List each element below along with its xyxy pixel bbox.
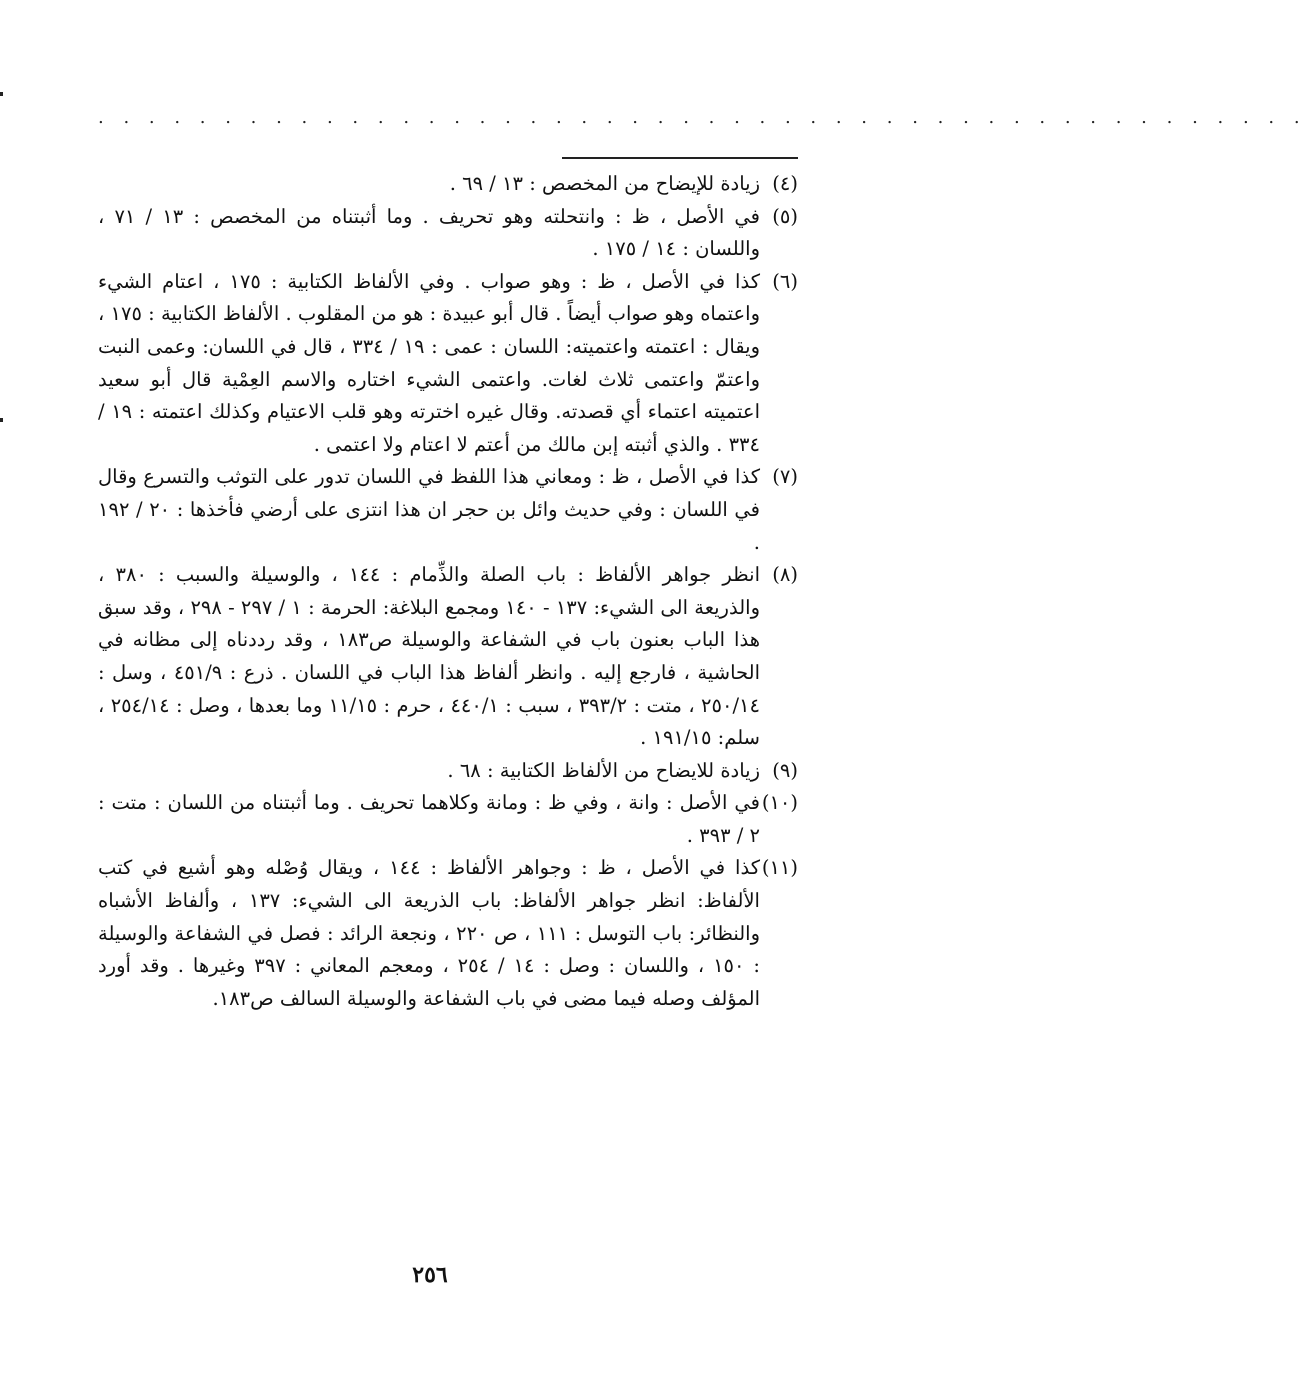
page-number: ٢٥٦: [412, 1262, 448, 1288]
footnote-9: [98, 755, 798, 788]
footnote-11: [98, 852, 798, 1015]
footnote-text: كذا في الأصل ، ظ : وهو صواب . وفي الألفاظ الكتابية : ١٧٥ ، اعتام الشيء واعتماه وهو صواب أيضاً . قال أبو عبيدة : هو من المقلوب . الألفاظ الكتابية : ١٧٥ ، ويقال : اعتمته واعتميته: اللسان : عمى : ١٩ / ٣٣٤ ، قال في اللسان: وعمى النبت واعتمّ واعتمى ثلاث لغات. واعتمى الشيء اختاره والاسم العِمْية قال أبو سعيد اعتميته اعتماء أي قصدته. وقال غيره اخترته وهو قلب الاعتيام وكذلك اعتمته : ١٩ / ٣٣٤ . والذي أثبته إبن مالك من أعتم لا اعتام ولا اعتمى .: [98, 269, 761, 456]
footnote-number: (٧): [772, 465, 798, 489]
footnotes-block: [98, 168, 798, 1015]
footnote-rule: [562, 157, 798, 159]
footnote-number: (٩): [772, 758, 798, 782]
scan-edge-mark: [0, 92, 3, 96]
footnote-text: كذا في الأصل ، ظ : ومعاني هذا اللفظ في اللسان تدور على التوثب والتسرع وقال في اللسان : وفي حديث وائل بن حجر ان هذا انتزى على أرضي فأخذها : ٢٠ / ١٩٢ .: [98, 465, 760, 554]
footnote-text: زيادة للايضاح من الألفاظ الكتابية : ٦٨ .: [447, 758, 760, 782]
footnote-text: زيادة للإيضاح من المخصص : ١٣ / ٦٩ .: [449, 172, 760, 195]
separator-dots: . . . . . . . . . . . . . . . . . . . . . . . . . . . . . . . . . . . . . . . . . . . . . . . .: [98, 107, 1307, 128]
footnote-text: انظر جواهر الألفاظ : باب الصلة والذِّمام : ١٤٤ ، والوسيلة والسبب : ٣٨٠ ، والذريعة الى الشيء: ١٣٧ - ١٤٠ ومجمع البلاغة: الحرمة : ١ / ٢٩٧ - ٢٩٨ ، وقد سبق هذا الباب بعنون باب في الشفاعة والوسيلة ص١٨٣ ، وقد رددناه إلى مظانه في الحاشية ، فارجع إليه . وانظر ألفاظ هذا الباب في اللسان . ذرع : ٤٥١/٩ ، وسل : ٢٥٠/١٤ ، متت : ٣٩٣/٢ ، سبب : ٤٤٠/١ ، حرم : ١١/١٥ وما بعدها ، وصل : ٢٥٤/١٤ ، سلم: ١٩١/١٥ .: [98, 563, 760, 750]
footnote-number: (٤): [772, 172, 798, 195]
scan-edge-mark: [0, 418, 3, 422]
footnote-text: في الأصل : وانة ، وفي ظ : ومانة وكلاهما تحريف . وما أثبتناه من اللسان : متت : ٢ / ٣٩٣ .: [98, 791, 760, 847]
footnote-10: [98, 787, 798, 852]
footnote-number: (٥): [772, 204, 798, 228]
footnote-8: [98, 559, 798, 755]
footnote-5: [98, 201, 798, 266]
footnote-7: [98, 461, 798, 559]
footnote-text: كذا في الأصل ، ظ : وجواهر الألفاظ : ١٤٤ ، ويقال وُصْله وهو أشيع في كتب الألفاظ: انظر جواهر الألفاظ: باب الذريعة الى الشيء: ١٣٧ ، وألفاظ الأشباه والنظائر: باب التوسل : ١١١ ، ص ٢٢٠ ، ونجعة الرائد : فصل في الشفاعة والوسيلة : ١٥٠ ، واللسان : وصل : ١٤ / ٢٥٤ ، ومعجم المعاني : ٣٩٧ وغيرها . وقد أورد المؤلف وصله فيما مضى في باب الشفاعة والوسيلة السالف ص١٨٣.: [98, 856, 760, 1010]
footnote-6: [98, 266, 798, 462]
footnote-number: (٦): [772, 269, 798, 293]
footnote-number: (١٠): [761, 791, 798, 815]
footnote-number: (٨): [772, 563, 798, 587]
footnote-number: (١١): [761, 856, 798, 880]
footnote-4: [98, 168, 798, 201]
footnote-text: في الأصل ، ظ : وانتحلته وهو تحريف . وما أثبتناه من المخصص : ١٣ / ٧١ ، واللسان : ١٤ / ١٧٥ .: [98, 204, 760, 261]
